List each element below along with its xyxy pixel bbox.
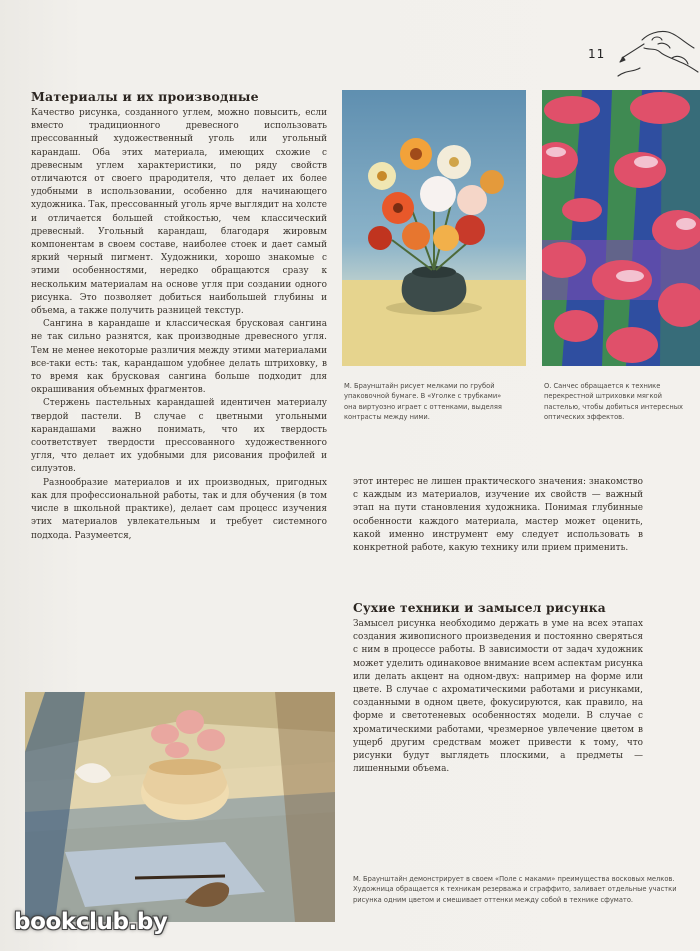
still-life-artwork [25, 692, 335, 922]
section-heading-dry-techniques: Сухие техники и замысел рисунка [353, 601, 606, 615]
drawing-hand-illustration [614, 18, 700, 88]
caption-poppies: О. Санчес обращается к технике перекрестной штриховки мягкой пастелью, чтобы добиться интересных оптических эффектов. [544, 382, 683, 422]
page-number: 11 [588, 47, 606, 61]
paragraph: Стержень пастельных карандашей идентичен материалу твердой пастели. В случае с цветными угольными карандашами важно понимать, что их твердость соответствует твердости прессованного художественного угля, что делает их удобными для рисования профилей и силуэтов. [31, 398, 327, 475]
caption-flowers: М. Браунштайн рисует мелками по грубой упаковочной бумаге. В «Уголке с трубками» она виртуозно играет с оттенками, выделяя контрасты между ними. [344, 382, 502, 422]
left-column-text [31, 107, 327, 543]
caption-bottom: М. Браунштайн демонстрирует в своем «Поле с маками» преимущества восковых мелков. Художница обращается к техникам резерважа и сграффито, заливает отдельные участки рисунка одним цветом и смешивает оттенки между собой в технике сфумато. [353, 875, 677, 904]
flowers-artwork [342, 90, 526, 366]
paragraph: этот интерес не лишен практического значения: знакомство с каждым из материалов, изучение их свойств — важный этап на пути становления художника. Понимая глубинные особенности каждого материала, мастер может оценить, какой именно инструмент ему следует использовать в конкретной работе, какую технику или прием применить. [353, 477, 643, 554]
section-heading-materials: Материалы и их производные [31, 89, 259, 104]
watermark-text: bookclub.by [14, 909, 168, 935]
section2-text [353, 618, 643, 776]
right-column-text [353, 476, 643, 555]
poppies-artwork [542, 90, 700, 366]
paragraph: Качество рисунка, созданного углем, можно повысить, если вместо традиционного древесного использовать прессованный художественный уголь или угольный карандаш. Оба этих материала, имеющих схожие с древесным углем характеристики, по ряду свойств отличаются от своего прародителя, что делает их более удобными в использовании, особенно для начинающего художника. Так, прессованный уголь ярче выглядит на холсте и отличается большей стойкостью, чем классический древесный. Угольный карандаш, благодаря жировым компонентам в своем составе, наиболее стоек и дает самый яркий черный пигмент. Художники, хорошо знакомые с этими особенностями, нередко обращаются сразу к нескольким материалам на основе угля при создании одного рисунка. Это позволяет добиться наибольшей глубины и объема, а также получить разницей текстур. [31, 108, 327, 317]
paragraph: Замысел рисунка необходимо держать в уме на всех этапах создания живописного произведения и постоянно сверяться с ним в процессе работы. В зависимости от задач художник может уделить одинаковое внимание всем аспектам рисунка или делать акцент на одном-двух: например на форме или цвете. В случае с ахроматическими работами и рисунками, созданными в одном цвете, фокусируются, как правило, на форме и светотеневых особенностях модели. В случае с хроматическими работами, чрезмерное увлечение цветом в ущерб другим средствам может привести к тому, что рисунки будут выглядеть плоскими, а предметы — лишенными объема. [353, 619, 643, 775]
paragraph: Разнообразие материалов и их производных, пригодных как для профессиональной работы, так и для обучения (в том числе в школьной практике), делает сам процесс изучения этих материалов увлекательным и требует системного подхода. Разумеется, [31, 477, 327, 541]
paragraph: Сангина в карандаше и классическая брусковая сангина не так сильно разнятся, как производные древесного угля. Тем не менее некоторые различия между этими материалами все-таки есть: так, карандашом удобнее делать штриховку, в то время как брусковая сангина больше подходит для окрашивания объемных фрагментов. [31, 319, 327, 396]
